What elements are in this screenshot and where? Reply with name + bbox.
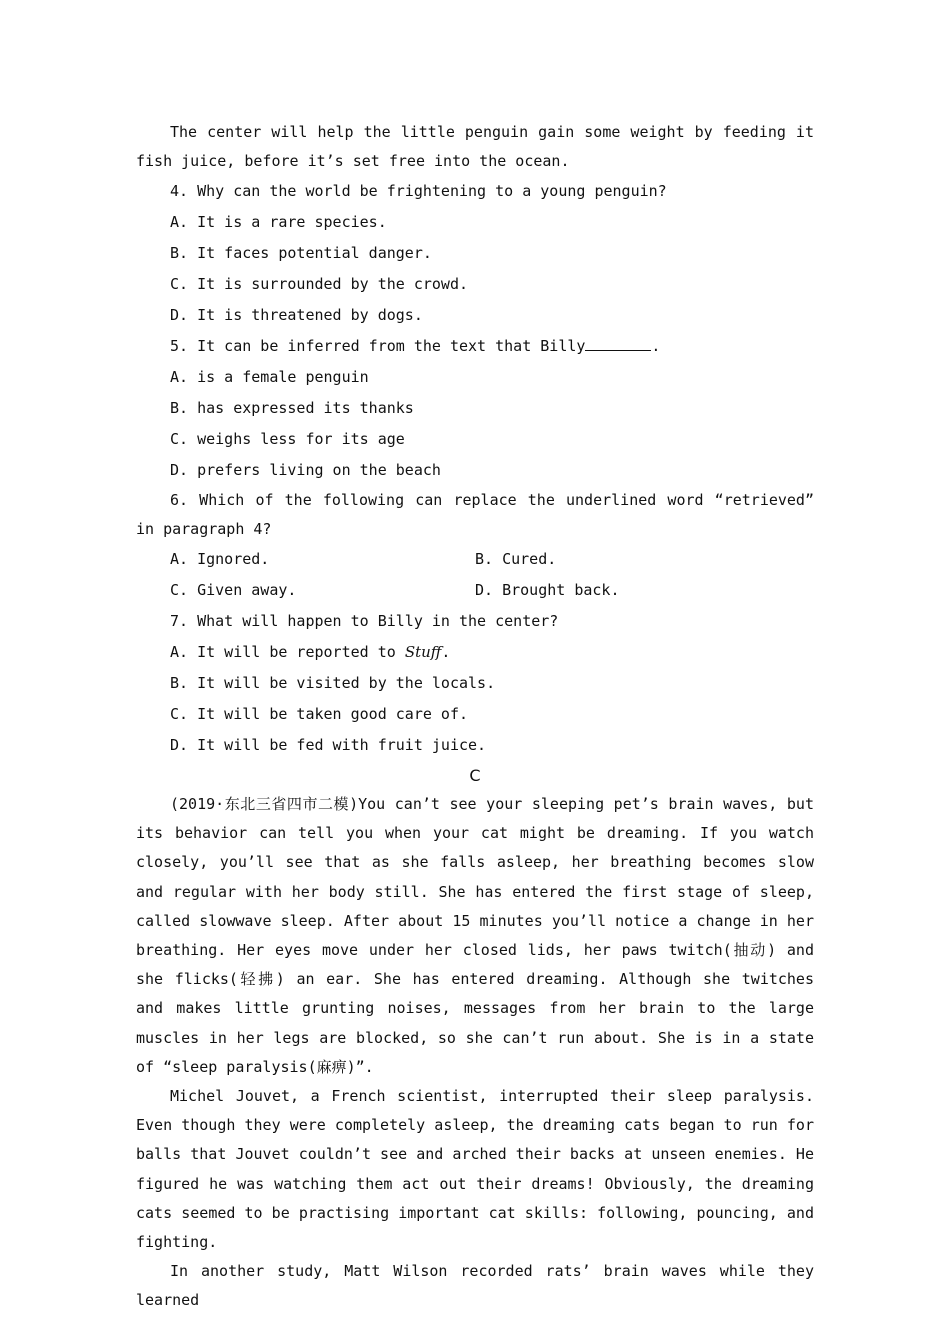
question-7-option-a-italic: Stuff xyxy=(404,643,442,661)
question-4-option-d: D. It is threatened by dogs. xyxy=(170,306,423,324)
question-5-option-b: B. has expressed its thanks xyxy=(170,399,414,417)
question-7-stem: 7. What will happen to Billy in the center? xyxy=(170,612,559,630)
question-5-stem-text: 5. It can be inferred from the text that Billy xyxy=(170,337,586,355)
question-6-options-row-2 xyxy=(136,575,814,606)
document-page xyxy=(136,118,814,1316)
question-7-option-a-end: . xyxy=(441,643,451,661)
question-6-option-a: A. Ignored. xyxy=(170,550,270,568)
question-5-option-c: C. weighs less for its age xyxy=(170,430,405,448)
question-7-option-c: C. It will be taken good care of. xyxy=(170,705,469,723)
question-6-option-c: C. Given away. xyxy=(170,581,297,599)
section-c-heading: C xyxy=(469,766,481,785)
question-6-option-b: B. Cured. xyxy=(475,550,557,568)
section-c-paragraph-2: Michel Jouvet, a French scientist, interrupted their sleep paralysis. Even though they were completely asleep, the dreaming cats began to run for balls that Jouvet couldn’t see and arched their backs at unseen enemies. He figured he was watching them act out their dreams! Obviously, the dreaming cats seemed to be practising important cat skills: following, pouncing, and fighting. xyxy=(136,1087,814,1252)
question-7 xyxy=(136,606,814,761)
section-c-paragraph-1: (2019·东北三省四市二模)You can’t see your sleeping pet’s brain waves, but its behavior can tell you when your cat might be dreaming. If you watch closely, you’ll see that as she falls asleep, her breathing becomes slow and regular with her body still. She has entered the first stage of sleep, called slowwave sleep. After about 15 minutes you’ll notice a change in her breathing. Her eyes move under her closed lids, her paws twitch(抽动) and she flicks(轻拂) an ear. She has entered dreaming. Although she twitches and makes little grunting noises, messages from her brain to the large muscles in her legs are blocked, so she can’t run about. She is in a state of “sleep paralysis(麻痹)”. xyxy=(136,795,814,1076)
question-4 xyxy=(136,176,814,331)
section-c-paragraph-3: In another study, Matt Wilson recorded rats’ brain waves while they learned xyxy=(136,1262,814,1310)
question-6-option-d: D. Brought back. xyxy=(475,581,620,599)
question-4-option-c: C. It is surrounded by the crowd. xyxy=(170,275,469,293)
question-4-stem: 4. Why can the world be frightening to a young penguin? xyxy=(170,182,667,200)
passage-b-closing-paragraph: The center will help the little penguin gain some weight by feeding it fish juice, before it’s set free into the ocean. xyxy=(136,123,814,170)
answer-blank xyxy=(585,338,651,351)
question-5 xyxy=(136,331,814,486)
question-5-stem-end: . xyxy=(651,337,661,355)
question-5-option-d: D. prefers living on the beach xyxy=(170,461,441,479)
question-7-option-b: B. It will be visited by the locals. xyxy=(170,674,496,692)
question-6 xyxy=(136,486,814,606)
question-7-option-a xyxy=(136,637,814,668)
question-7-option-d: D. It will be fed with fruit juice. xyxy=(170,736,487,754)
question-6-options-row-1 xyxy=(136,544,814,575)
question-5-stem xyxy=(136,331,814,362)
question-7-option-a-text: A. It will be reported to xyxy=(170,643,405,661)
question-6-stem: 6. Which of the following can replace the underlined word “retrieved” in paragraph 4? xyxy=(136,491,814,538)
question-5-option-a: A. is a female penguin xyxy=(170,368,369,386)
question-4-option-a: A. It is a rare species. xyxy=(170,213,387,231)
question-4-option-b: B. It faces potential danger. xyxy=(170,244,432,262)
